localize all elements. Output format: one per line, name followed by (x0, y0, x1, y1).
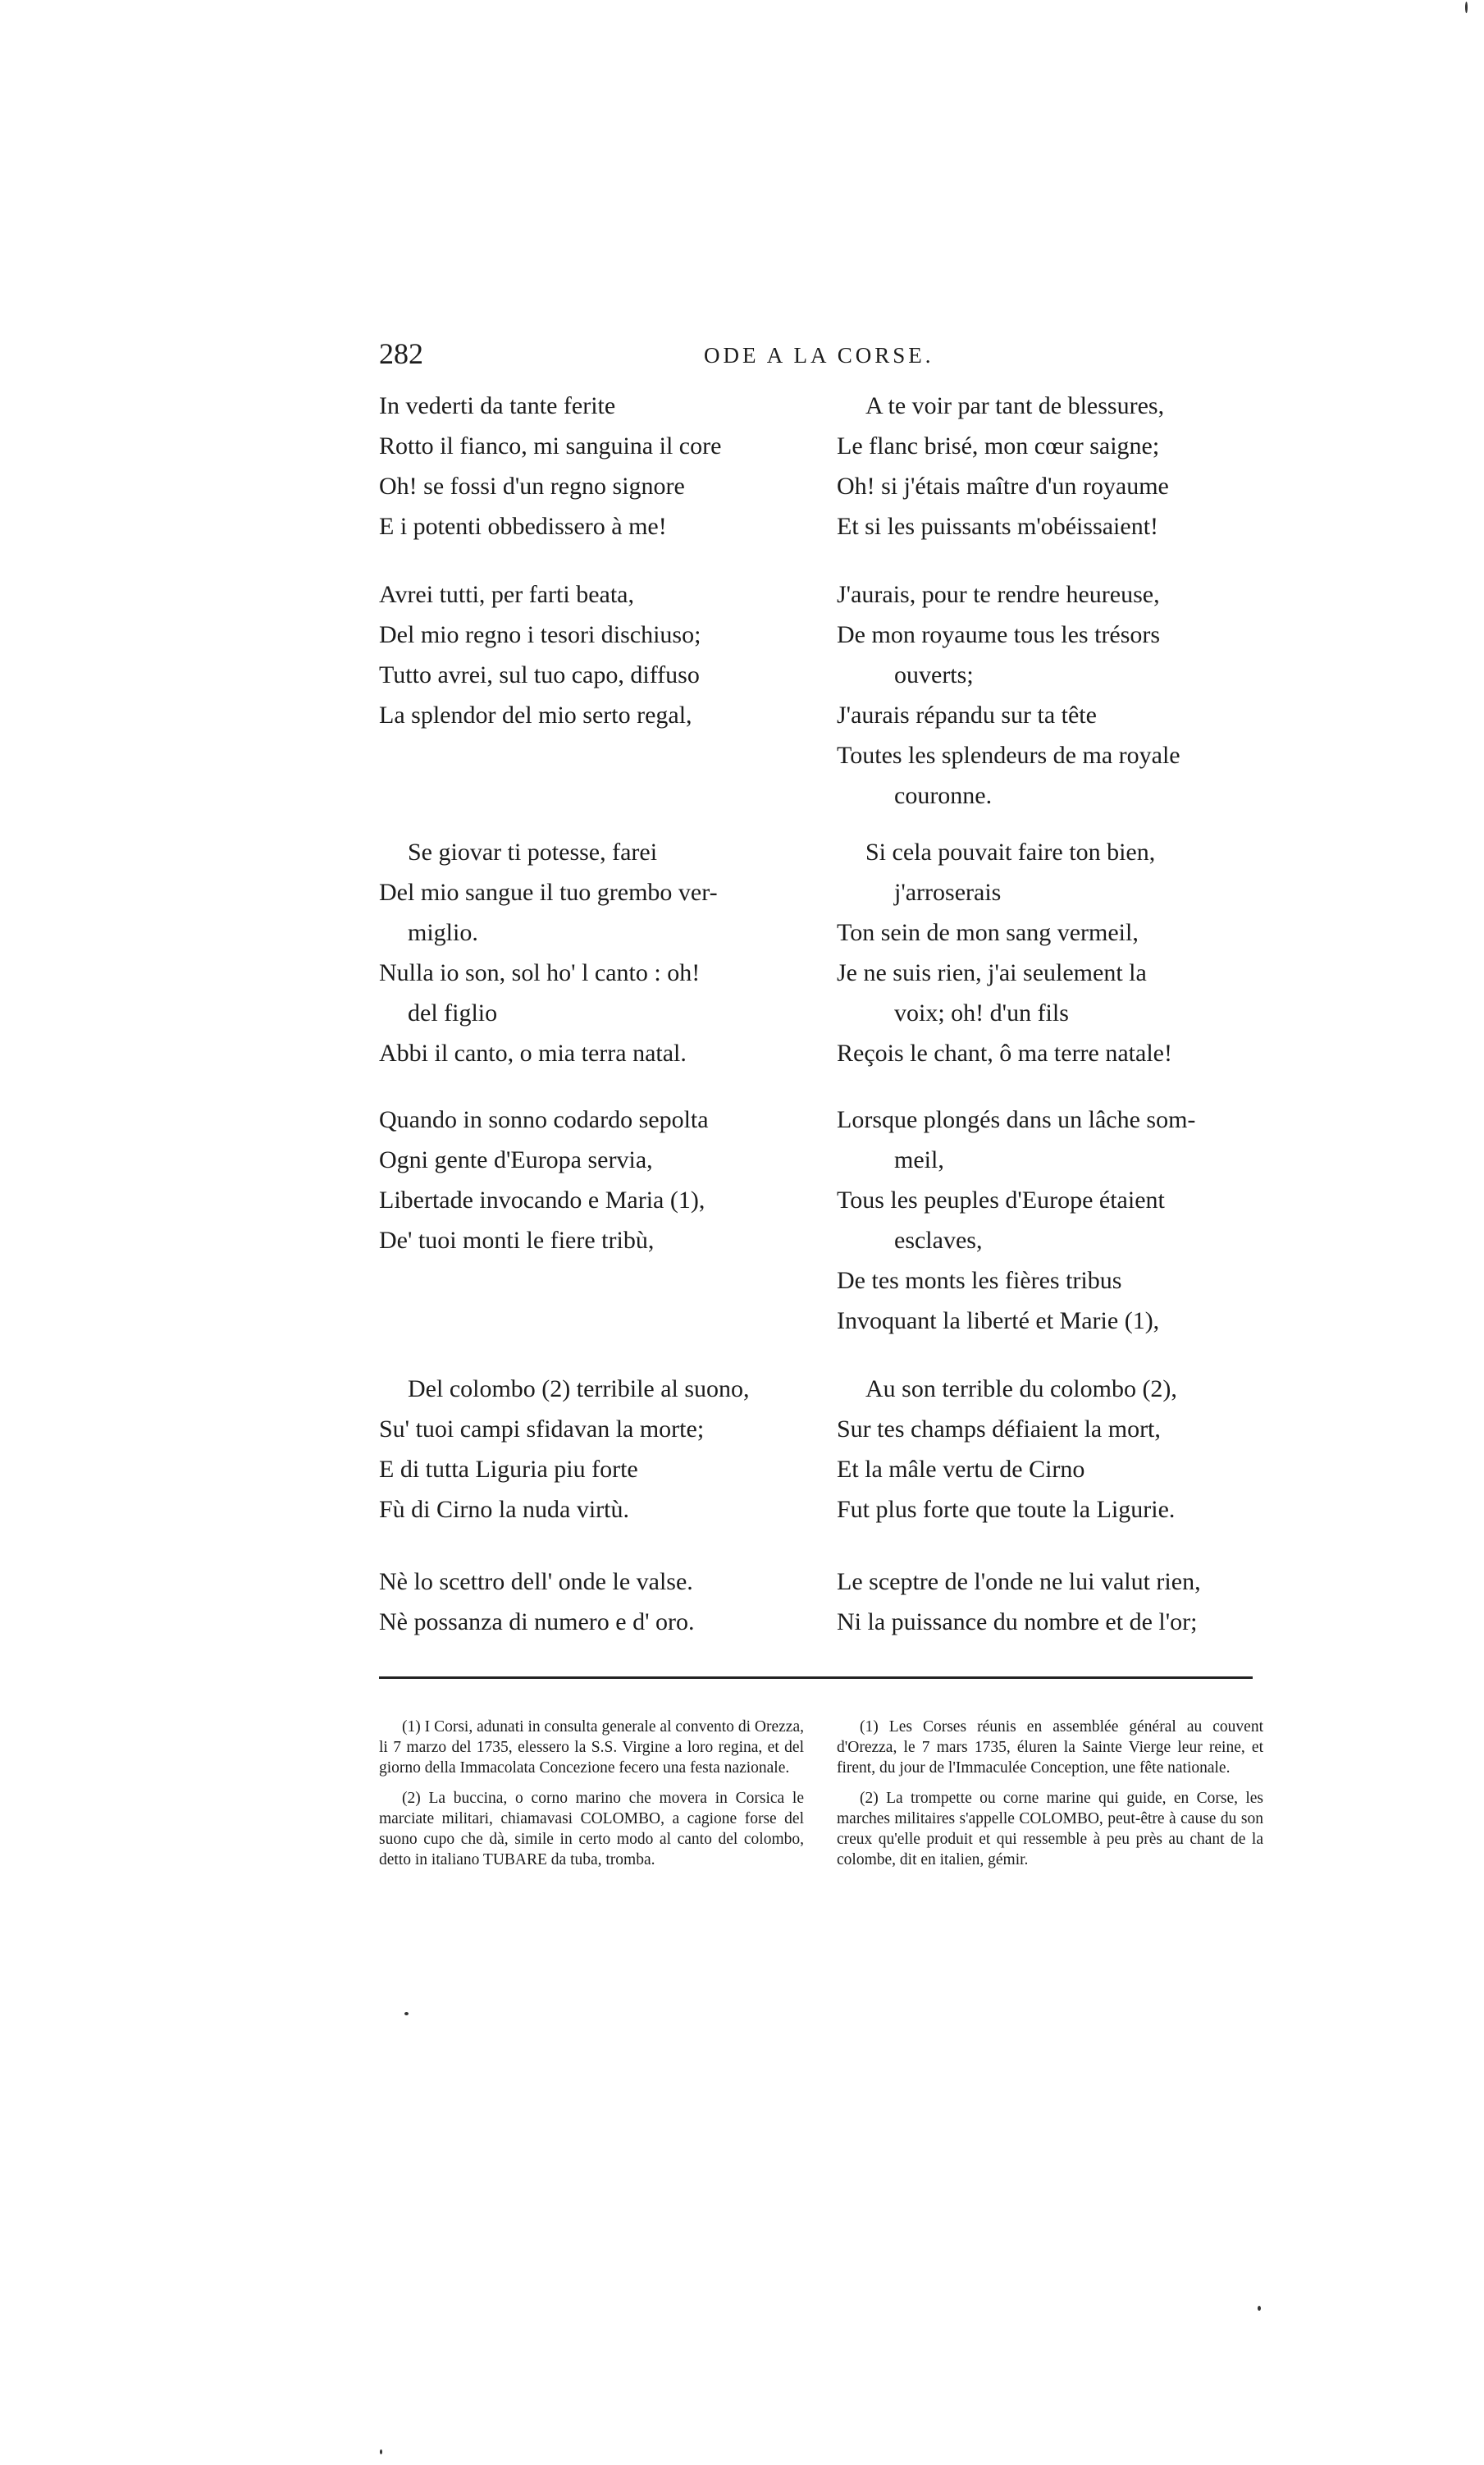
verse-line: Si cela pouvait faire ton bien, (865, 839, 1156, 866)
french-stanza (837, 1369, 1284, 1530)
italian-stanza (379, 1562, 806, 1642)
verse-line: La splendor del mio serto regal, (379, 702, 692, 729)
footnote: (1) I Corsi, adunati in consulta generale al convento di Orezza, li 7 marzo del 1735, elessero la S.S. Virgine a loro regina, et del giorno della Immacolata Concezione fecero una festa nazionale. (379, 1718, 804, 1777)
verse-line: J'aurais répandu sur ta tête (837, 702, 1097, 729)
ink-speck (1258, 2306, 1261, 2311)
verse-line: J'aurais, pour te rendre heureuse, (837, 581, 1160, 608)
verse-line: Rotto il fianco, mi sanguina il core (379, 432, 722, 460)
verse-line: Reçois le chant, ô ma terre natale! (837, 1040, 1172, 1067)
verse-line: voix; oh! d'un fils (894, 999, 1069, 1027)
verse-line: Avrei tutti, per farti beata, (379, 581, 634, 608)
verse-line: j'arroserais (894, 879, 1002, 906)
verse-line: Lorsque plongés dans un lâche som- (837, 1106, 1196, 1133)
verse-line: Tous les peuples d'Europe étaient (837, 1187, 1165, 1214)
verse-line: De mon royaume tous les trésors (837, 621, 1161, 648)
verse-line: Se giovar ti potesse, farei (408, 839, 658, 866)
italian-stanza (379, 386, 806, 547)
verse-line: Del colombo (2) terribile al suono, (408, 1375, 750, 1402)
verse-line: Fut plus forte que toute la Ligurie. (837, 1496, 1176, 1523)
verse-line: Su' tuoi campi sfidavan la morte; (379, 1415, 705, 1443)
verse-line: Nulla io son, sol ho' l canto : oh! (379, 959, 701, 986)
verse-line: Quando in sonno codardo sepolta (379, 1106, 709, 1133)
verse-line: Le sceptre de l'onde ne lui valut rien, (837, 1568, 1201, 1595)
ink-speck (380, 2449, 382, 2454)
french-stanza (837, 832, 1284, 1073)
footnote: (2) La trompette ou corne marine qui guide, en Corse, les marches militaires s'appelle COLOMBO, peut-être à cause du son creux qu'elle produit et qui ressemble à peu près au chant de la colombe, dit en italien, gémir. (837, 1790, 1263, 1868)
verse-line: Ni la puissance du nombre et de l'or; (837, 1608, 1198, 1635)
verse-line: A te voir par tant de blessures, (865, 392, 1165, 419)
verse-line: meil, (894, 1146, 944, 1173)
french-stanza (837, 386, 1284, 547)
verse-line: Oh! si j'étais maître d'un royaume (837, 473, 1169, 500)
italian-footnotes (379, 1717, 804, 1880)
verse-line: Del mio sangue il tuo grembo ver- (379, 879, 718, 906)
ink-speck (404, 2012, 409, 2015)
verse-line: Sur tes champs défiaient la mort, (837, 1415, 1161, 1443)
french-stanza (837, 574, 1284, 816)
verse-line: Invoquant la liberté et Marie (1), (837, 1307, 1160, 1334)
verse-line: miglio. (408, 919, 478, 946)
verse-line: Libertade invocando e Maria (1), (379, 1187, 705, 1214)
page-number: 282 (379, 337, 423, 370)
verse-line: Ogni gente d'Europa servia, (379, 1146, 653, 1173)
verse-line: Et si les puissants m'obéissaient! (837, 513, 1159, 540)
italian-stanza (379, 1369, 806, 1530)
verse-line: De tes monts les fières tribus (837, 1267, 1122, 1294)
verse-line: esclaves, (894, 1227, 983, 1254)
verse-line: In vederti da tante ferite (379, 392, 616, 419)
french-stanza (837, 1562, 1284, 1642)
italian-stanza (379, 1100, 806, 1260)
footnote-separator (379, 1676, 1253, 1679)
verse-line: Tutto avrei, sul tuo capo, diffuso (379, 661, 700, 688)
verse-line: Le flanc brisé, mon cœur saigne; (837, 432, 1160, 460)
french-stanza (837, 1100, 1284, 1341)
verse-line: Abbi il canto, o mia terra natal. (379, 1040, 687, 1067)
verse-line: Ton sein de mon sang vermeil, (837, 919, 1139, 946)
verse-line: Je ne suis rien, j'ai seulement la (837, 959, 1147, 986)
italian-stanza (379, 574, 806, 735)
verse-line: De' tuoi monti le fiere tribù, (379, 1227, 655, 1254)
verse-line: del figlio (408, 999, 498, 1027)
verse-line: Et la mâle vertu de Cirno (837, 1456, 1085, 1483)
footnote: (2) La buccina, o corno marino che movera in Corsica le marciate militari, chiamavasi COLOMBO, a cagione forse del suono cupo che dà, simile in certo modo al canto del colombo, detto in italiano TUBARE da tuba, tromba. (379, 1790, 804, 1868)
running-head: ODE A LA CORSE. (704, 343, 934, 368)
verse-line: E di tutta Liguria piu forte (379, 1456, 638, 1483)
verse-line: Oh! se fossi d'un regno signore (379, 473, 685, 500)
verse-line: Del mio regno i tesori dischiuso; (379, 621, 701, 648)
ink-speck (1465, 2, 1468, 13)
verse-line: couronne. (894, 782, 993, 809)
verse-line: Nè possanza di numero e d' oro. (379, 1608, 695, 1635)
footnote: (1) Les Corses réunis en assemblée général au couvent d'Orezza, le 7 mars 1735, éluren la Sainte Vierge leur reine, et firent, du jour de l'Immaculée Conception, une fête nationale. (837, 1718, 1263, 1777)
verse-line: Au son terrible du colombo (2), (865, 1375, 1177, 1402)
verse-line: Toutes les splendeurs de ma royale (837, 742, 1180, 769)
verse-line: E i potenti obbedissero à me! (379, 513, 667, 540)
verse-line: ouverts; (894, 661, 974, 688)
verse-line: Nè lo scettro dell' onde le valse. (379, 1568, 693, 1595)
french-footnotes (837, 1717, 1263, 1880)
italian-stanza (379, 832, 806, 1073)
verse-line: Fù di Cirno la nuda virtù. (379, 1496, 629, 1523)
